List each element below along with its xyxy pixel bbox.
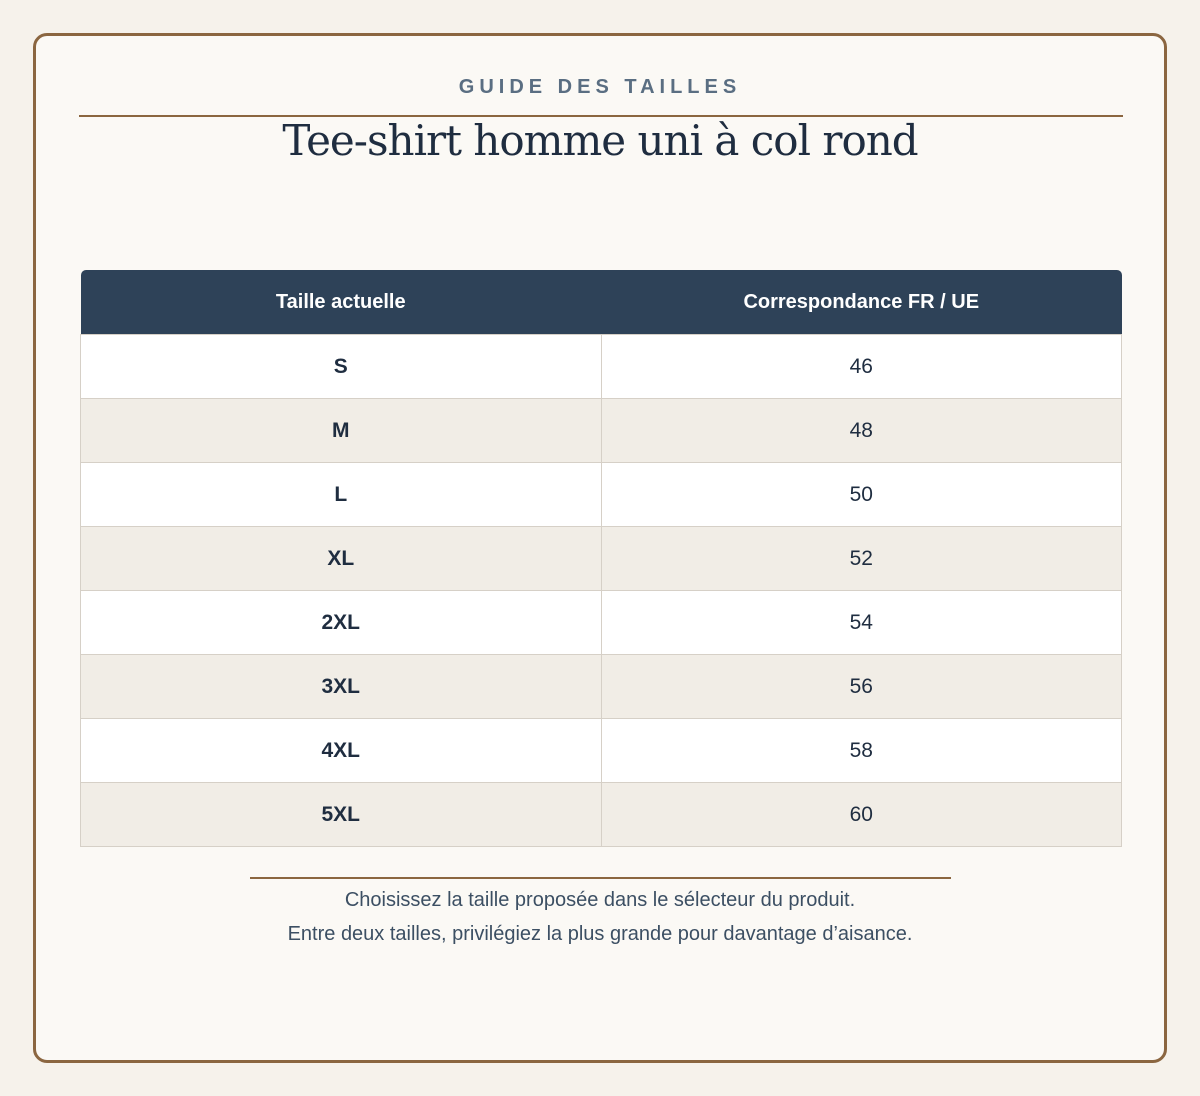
footer-divider <box>250 877 951 879</box>
size-cell: M <box>81 399 602 463</box>
table-row <box>81 335 1122 399</box>
size-cell: S <box>81 335 602 399</box>
fr-eu-cell: 54 <box>601 591 1122 655</box>
size-guide-card <box>33 33 1167 1063</box>
fr-eu-cell: 48 <box>601 399 1122 463</box>
fr-eu-cell: 56 <box>601 655 1122 719</box>
fr-eu-cell: 52 <box>601 527 1122 591</box>
footer-note: Entre deux tailles, privilégiez la plus grande pour davantage d’aisance. <box>287 923 913 945</box>
size-table <box>80 270 1122 847</box>
size-cell: 5XL <box>81 783 602 847</box>
size-cell: 2XL <box>81 591 602 655</box>
size-cell: 3XL <box>81 655 602 719</box>
fr-eu-cell: 46 <box>601 335 1122 399</box>
page-title: Tee-shirt homme uni à col rond <box>282 116 918 165</box>
size-cell: L <box>81 463 602 527</box>
fr-eu-cell: 60 <box>601 783 1122 847</box>
guide-eyebrow: GUIDE DES TAILLES <box>458 76 742 98</box>
table-row <box>81 719 1122 783</box>
fr-eu-cell: 50 <box>601 463 1122 527</box>
table-row <box>81 399 1122 463</box>
size-cell: XL <box>81 527 602 591</box>
table-header-row <box>81 270 1122 335</box>
table-row <box>81 783 1122 847</box>
footer-note: Choisissez la taille proposée dans le sélecteur du produit. <box>344 889 856 911</box>
table-row <box>81 463 1122 527</box>
table-row <box>81 655 1122 719</box>
column-header-fr-eu: Correspondance FR / UE <box>601 270 1122 335</box>
table-row <box>81 527 1122 591</box>
fr-eu-cell: 58 <box>601 719 1122 783</box>
size-cell: 4XL <box>81 719 602 783</box>
table-row <box>81 591 1122 655</box>
column-header-current-size: Taille actuelle <box>81 270 602 335</box>
